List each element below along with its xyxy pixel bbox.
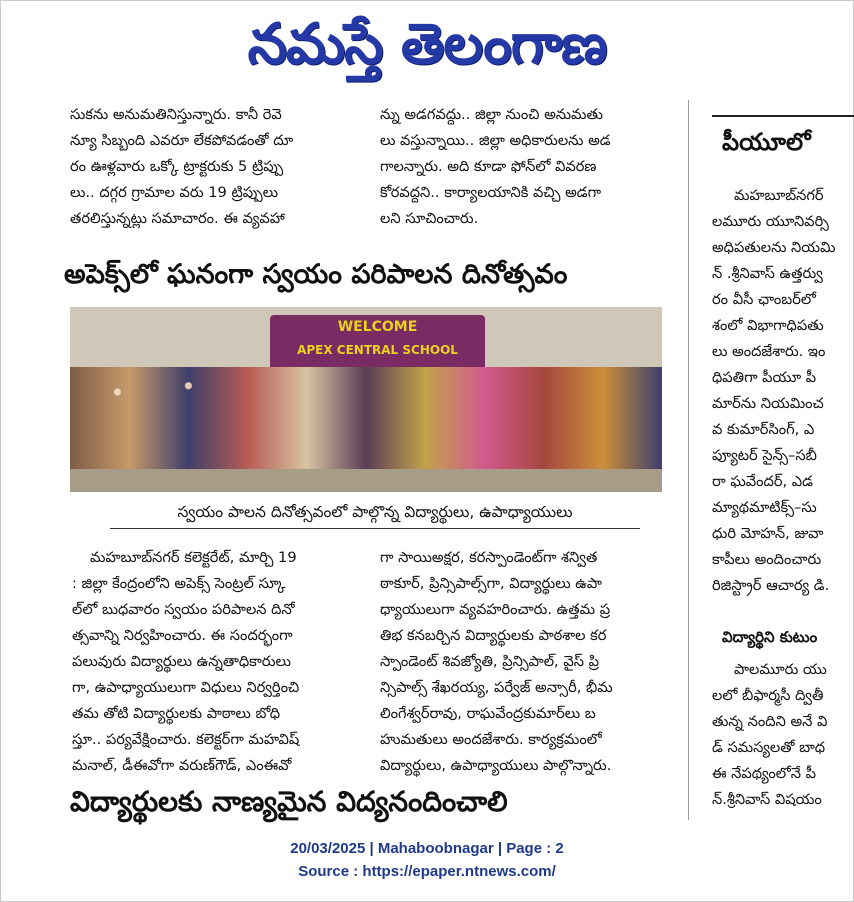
text-line: ల్‌లో బుధవారం స్వయం పరిపాలన దినో [72, 601, 295, 618]
newspaper-masthead [0, 4, 854, 84]
column-divider [688, 100, 689, 820]
text-line: న్ .శ్రీనివాస్ ఉత్తర్వు [712, 265, 823, 282]
text-line: విద్యార్థులు, ఉపాధ్యాయులు పాల్గొన్నారు. [380, 757, 612, 774]
text-line: లు.. దగ్గర గ్రామాల వరు 19 ట్రిప్పులు [70, 184, 279, 201]
text-line: మ్యాథమాటిక్స్–సు [712, 499, 817, 516]
text-line: కోరవద్దని.. కార్యాలయానికి వచ్చి అడగా [380, 184, 602, 201]
text-line: హుమతులు అందజేశారు. కార్యక్రమంలో [380, 731, 602, 748]
text-line: న్.శ్రీనివాస్ విషయం [712, 791, 822, 808]
text-line: సుకను అనుమతినిస్తున్నారు. కానీ రెవె [70, 106, 282, 123]
main-headline: అపెక్స్‌లో ఘనంగా స్వయం పరిపాలన దినోత్సవం [64, 259, 568, 290]
text-line: తిభ కనబర్చిన విద్యార్థులకు పాఠశాల కర [380, 627, 607, 644]
bottom-headline-text: విద్యార్థులకు నాణ్యమైన విద్యనందించాలి [70, 785, 508, 818]
text-line: న్ను అడగవద్దు.. జిల్లా నుంచి అనుమతు [380, 106, 603, 123]
text-line: లు వస్తున్నాయి.. జిల్లా అధికారులను అడ [380, 132, 611, 149]
footer-source-link[interactable]: Source : https://epaper.ntnews.com/ [298, 863, 556, 880]
text-line: అధిపతులను నియమి [712, 239, 836, 256]
photo-caption: స్వయం పాలన దినోత్సవంలో పాల్గొన్న విద్యార్థులు, ఉపాధ్యాయులు [110, 500, 640, 529]
text-line: లు అందజేశారు. ఇం [712, 343, 826, 360]
banner-school-text: APEX CENTRAL SCHOOL [297, 343, 458, 357]
right-article-text [712, 183, 854, 599]
text-line: లమూరు యూనివర్సి [712, 213, 829, 230]
text-line: శంలో విభాగాధిపతు [712, 317, 824, 334]
text-line: రం వీసీ ఛాంబర్‌లో [712, 291, 816, 308]
text-line: తున్న నందిని అనే వి [712, 713, 828, 730]
bottom-headline-cut [70, 785, 680, 822]
text-line: డ్ సమస్యలతో బాధ [712, 739, 826, 756]
text-line: న్సిపాల్స్ శేఖరయ్య, పర్వేజ్ అన్సారీ, భీమ [380, 679, 613, 696]
text-line: ధురి మోహన్, జువా [712, 525, 824, 542]
right-article-text-2 [712, 657, 854, 813]
text-line: ధిపతిగా పీయూ పీ [712, 369, 817, 386]
top-article-col1 [70, 102, 360, 232]
text-line: ఈ నేపథ్యంలోనే పీ [712, 765, 817, 782]
masthead-title: నమస్తే తెలంగాణ [247, 11, 607, 77]
text-line: త్సవాన్ని నిర్వహించారు. ఈ సందర్భంగా [72, 627, 293, 644]
text-line: లని సూచించారు. [380, 210, 479, 227]
text-line: పలువురు విద్యార్థులు ఉన్నతాధికారులు [72, 653, 291, 670]
text-line: : జిల్లా కేంద్రంలోని అపెక్స్ సెంట్రల్ స్కూ [72, 575, 286, 592]
right-article-subhead: విద్యార్థిని కుటుం [722, 628, 818, 646]
text-line: ప్యూటర్ సైన్స్–సబీ [712, 447, 817, 464]
right-article-headline: పీయూలో [722, 128, 811, 156]
text-line: ధ్యాయులుగా వ్యవహరించారు. ఉత్తమ ప్ర [380, 601, 611, 618]
right-article-rule [712, 115, 854, 117]
text-line: స్పాండెంట్ శివజ్యోతి, ప్రిన్సిపాల్, వైస్ ప్రి [380, 653, 599, 670]
text-line: తరలిస్తున్నట్లు సమాచారం. ఈ వ్యవహా [70, 210, 285, 227]
text-line: స్తూ.. పర్యవేక్షించారు. కలెక్టర్‌గా మహవిష్ [72, 731, 300, 748]
text-line: లింగేశ్వర్‌రావు, రాఘవేంద్రకుమార్‌లు బ [380, 705, 596, 722]
text-line: మహబూబ్‌నగర్ [734, 187, 824, 204]
text-line: ఠాకూర్, ప్రిన్సిపాల్స్‌గా, విద్యార్థులు ఉపా [380, 575, 602, 592]
text-line: గా సాయిఅక్షర, కరస్పాండెంట్‌గా శన్విత [380, 549, 598, 566]
text-line: రం ఊళ్లవారు ఒక్కో ట్రాక్టరుకు 5 ట్రిప్పు [70, 158, 284, 175]
text-line: మహబూబ్‌నగర్ కలెక్టరేట్, మార్చి 19 [90, 549, 297, 566]
main-article-col1 [72, 545, 362, 779]
banner-welcome-text: WELCOME [337, 319, 418, 335]
text-line: వ కుమార్‌సింగ్, ఎ [712, 421, 815, 438]
text-line: కాపీలు అందించారు [712, 551, 822, 568]
text-line: మార్‌ను నియమించ [712, 395, 824, 412]
article-photo [70, 307, 662, 492]
main-article-col2 [380, 545, 665, 779]
text-line: రిజిస్ట్రార్ ఆచార్య డి. [712, 577, 830, 594]
text-line: గాలన్నారు. అది కూడా ఫోన్‌లో వివరణ [380, 158, 597, 175]
text-line: న్యూ సిబ్బంది ఎవరూ లేకపోవడంతో దూ [70, 132, 294, 149]
text-line: గా, ఉపాధ్యాయులుగా విధులు నిర్వర్తించి [72, 679, 300, 696]
text-line: మనాల్, డీఈవోగా వరుణ్‌గౌడ్, ఎంఈవో [72, 757, 292, 774]
text-line: రా ఘవేందర్, ఎడ [712, 473, 813, 490]
photo-floor [70, 469, 662, 492]
top-article-col2 [380, 102, 665, 232]
footer-date-edition: 20/03/2025 | Mahaboobnagar | Page : 2 [290, 840, 564, 857]
text-line: పాలమూరు యు [734, 661, 827, 678]
text-line: లలో బీఫార్మసీ ద్వితీ [712, 687, 824, 704]
text-line: తమ తోటి విద్యార్థులకు పాఠాలు బోధి [72, 705, 281, 722]
